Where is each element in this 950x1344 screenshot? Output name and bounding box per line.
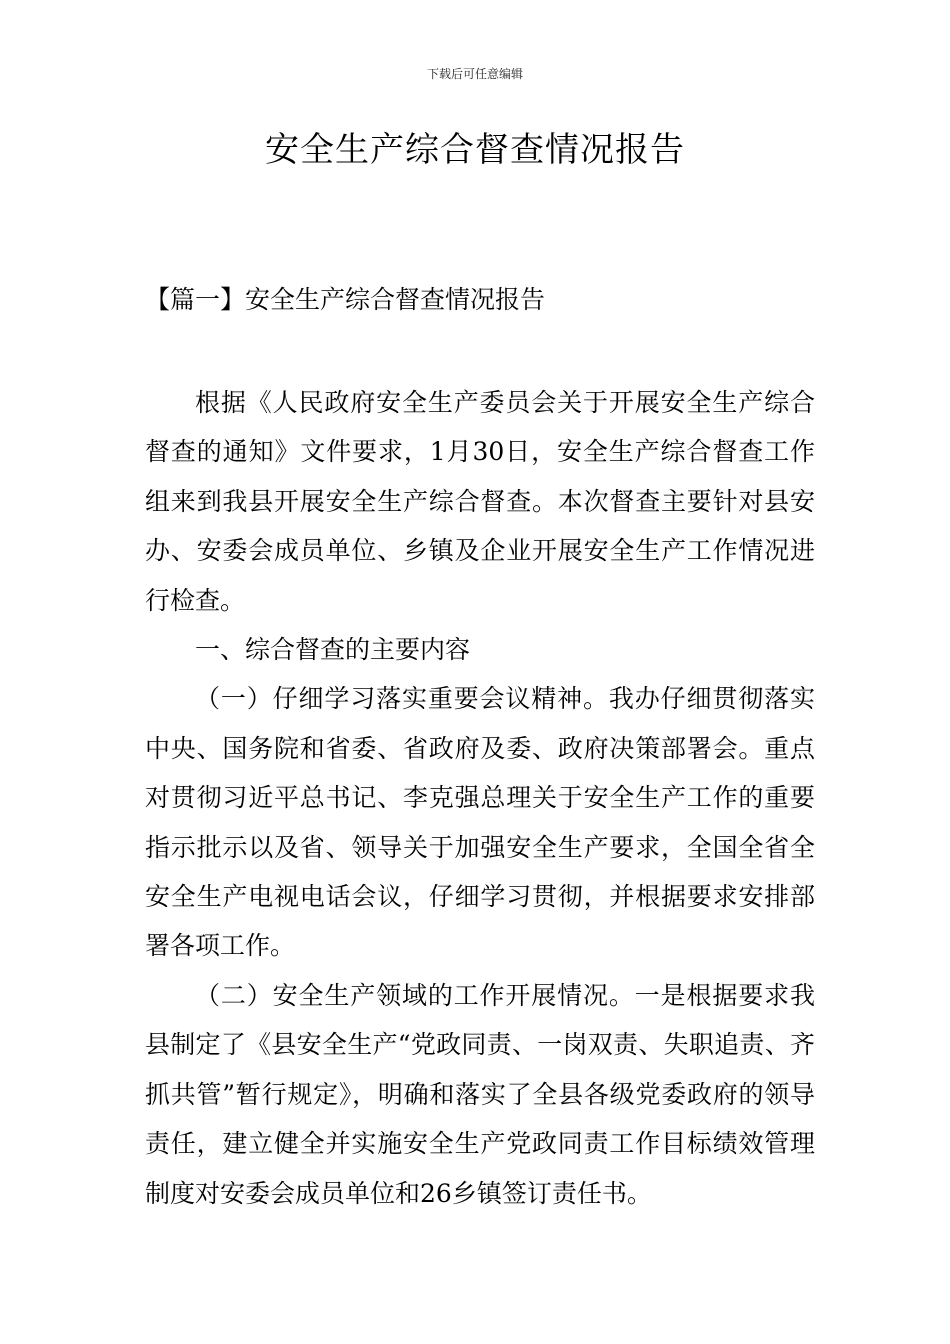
body-text — [145, 378, 815, 1218]
document-title: 安全生产综合督查情况报告 — [265, 130, 685, 170]
paragraph-heading-main-content: 一、综合督查的主要内容 — [195, 635, 471, 665]
paragraph-intro: 根据《人民政府安全生产委员会关于开展安全生产综合督查的通知》文件要求，1月30日，安全生产综合督查工作组来到我县开展安全生产综合督查。本次督查主要针对县安办、安委会成员单位、乡镇及企业开展安全生产工作情况进行检查。 — [145, 388, 815, 615]
paragraph-item-one: （一）仔细学习落实重要会议精神。我办仔细贯彻落实中央、国务院和省委、省政府及委、政府决策部署会。重点对贯彻习近平总书记、李克强总理关于安全生产工作的重要指示批示以及省、领导关于加强安全生产要求，全国全省全安全生产电视电话会议，仔细学习贯彻，并根据要求安排部署各项工作。 — [145, 684, 815, 961]
paragraph-item-two: （二）安全生产领域的工作开展情况。一是根据要求我县制定了《县安全生产“党政同责、一岗双责、失职追责、齐抓共管”暂行规定》，明确和落实了全县各级党委政府的领导责任，建立健全并实施安全生产党政同责工作目标绩效管理制度对安委会成员单位和26乡镇签订责任书。 — [145, 980, 815, 1208]
section-heading: 【篇一】安全生产综合督查情况报告 — [145, 285, 546, 314]
header-note: 下载后可任意编辑 — [426, 67, 523, 81]
